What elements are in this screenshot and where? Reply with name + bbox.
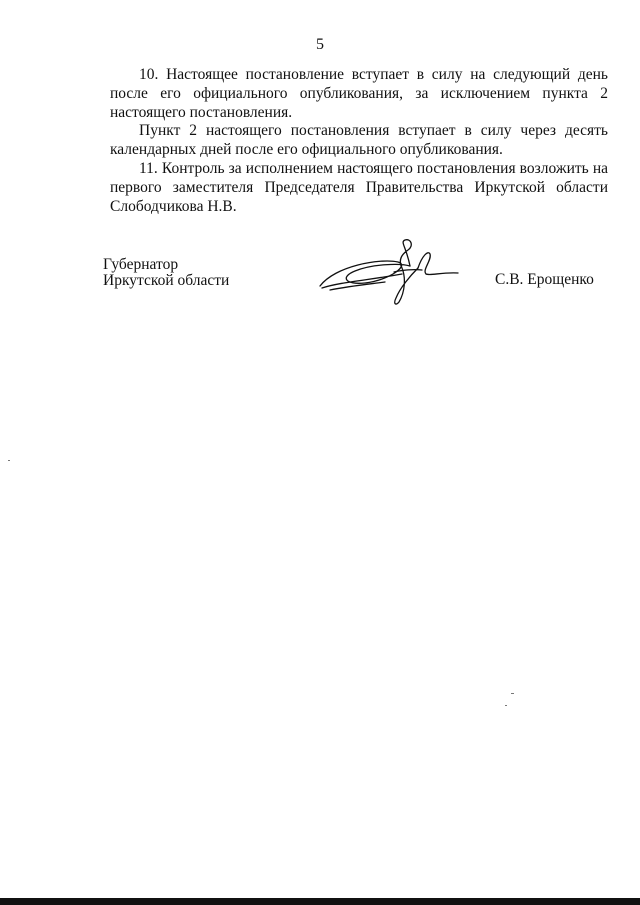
handwritten-signature-icon (310, 236, 465, 308)
signer-position-line2: Иркутской области (103, 271, 230, 289)
signer-position-line1: Губернатор (103, 256, 179, 273)
scan-border (0, 898, 640, 905)
paragraph-10: 10. Настоящее постановление вступает в силу на следующий день после его официального опубликования, за исключением пункта 2 настоящего постановления. (110, 66, 608, 121)
page-number: 5 (316, 36, 324, 53)
scan-speck (505, 705, 507, 706)
scan-speck (511, 693, 514, 694)
signer-name: С.В. Ерощенко (495, 271, 594, 288)
paragraph-11: 11. Контроль за исполнением настоящего постановления возложить на первого заместителя Председателя Правительства Иркутской области Слободчикова Н.В. (110, 159, 608, 215)
signer-position (103, 257, 229, 288)
paragraph-10-continuation: Пункт 2 настоящего постановления вступает в силу через десять календарных дней после его официального опубликования. (110, 122, 608, 159)
scan-speck (8, 460, 10, 461)
